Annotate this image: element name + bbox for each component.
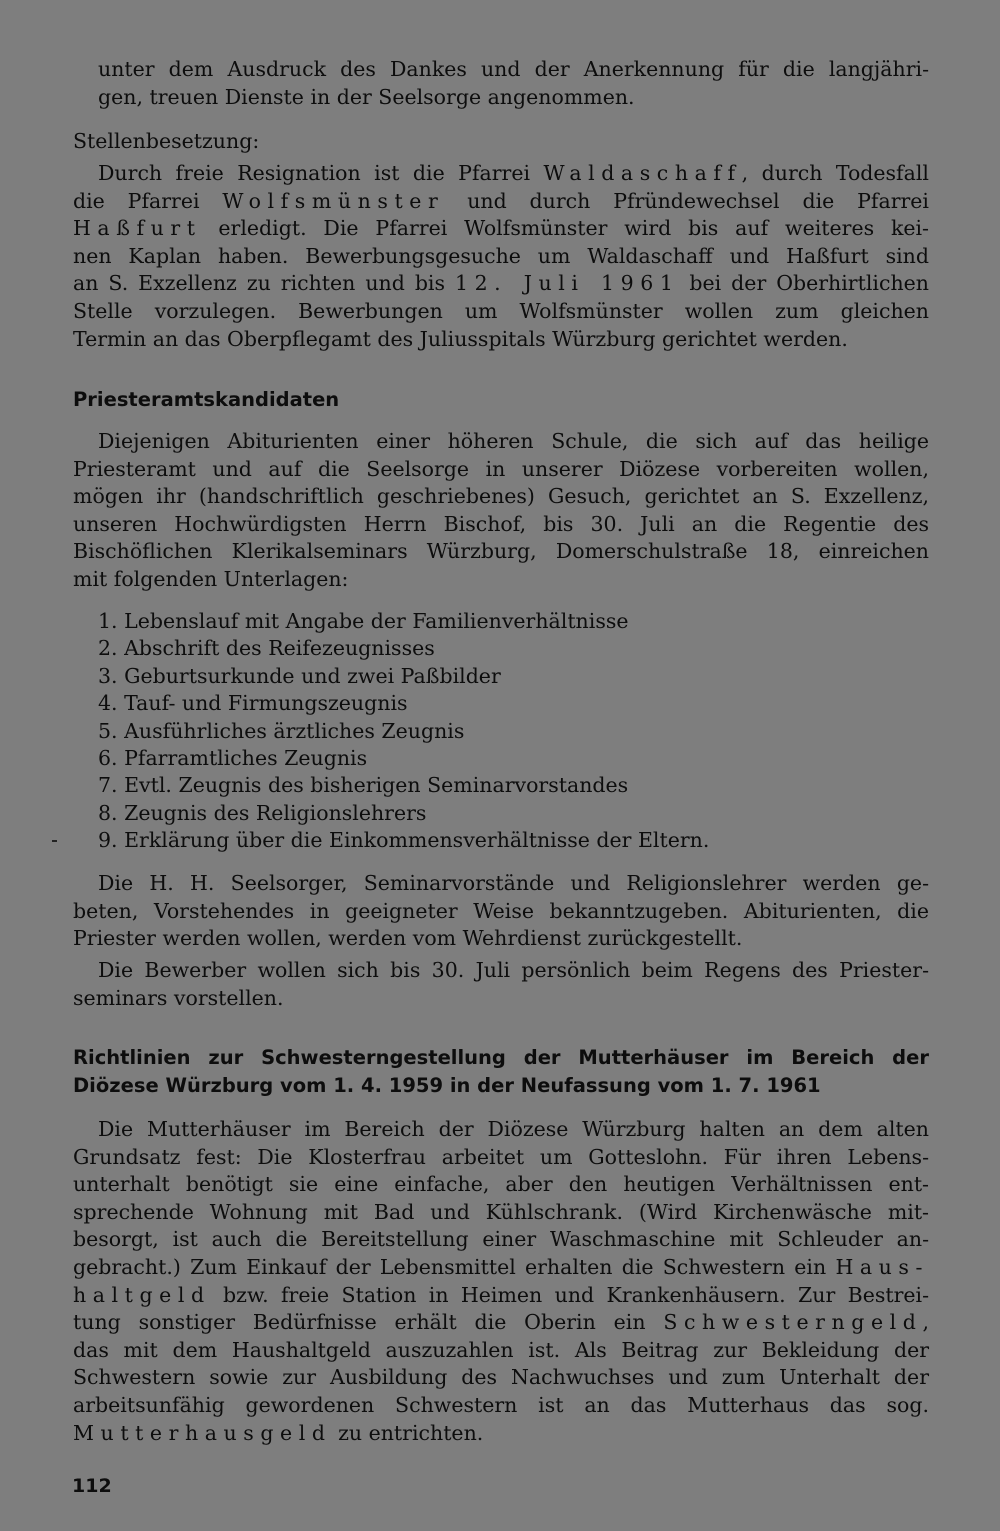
intro-paragraph bbox=[73, 56, 929, 111]
text-line: seminars vorstellen. bbox=[73, 985, 284, 1010]
priester-paragraph-2 bbox=[73, 870, 929, 953]
text-line: mit folgenden Unterlagen: bbox=[73, 566, 349, 591]
text-line: unterhalt benötigt sie eine einfache, aber den heutigen Verhältnissen ent- bbox=[73, 1172, 929, 1197]
list-item: 4. Tauf- und Firmungszeugnis bbox=[98, 691, 408, 716]
list-item: 1. Lebenslauf mit Angabe der Familienverhältnisse bbox=[98, 609, 629, 633]
richtlinien-paragraph bbox=[73, 1116, 929, 1447]
list-item: 9. Erklärung über die Einkommensverhältnisse der Eltern. bbox=[98, 828, 710, 853]
section-subheading: Stellenbesetzung: bbox=[73, 129, 260, 153]
text-line: Mutterhausgeld zu entrichten. bbox=[73, 1420, 484, 1445]
text-line: Die H. H. Seelsorger, Seminarvorstände und Religionslehrer werden ge- bbox=[98, 871, 929, 895]
text-line: das mit dem Haushaltgeld auszuzahlen ist. Als Beitrag zur Bekleidung der bbox=[73, 1337, 929, 1362]
text-line: gebracht.) Zum Einkauf der Lebensmittel erhalten die Schwestern ein Haus- bbox=[73, 1254, 929, 1279]
documents-list bbox=[73, 608, 929, 855]
text-line: Priester werden wollen, werden vom Wehrdienst zurückgestellt. bbox=[73, 926, 743, 951]
stellenbesetzung-paragraph bbox=[73, 160, 929, 353]
text-line: sprechende Wohnung mit Bad und Kühlschrank. (Wird Kirchenwäsche mit- bbox=[73, 1199, 929, 1224]
section-heading: Richtlinien zur Schwesterngestellung der Mutterhäuser im Bereich der bbox=[73, 1046, 929, 1069]
section-heading: Priesteramtskandidaten bbox=[73, 388, 340, 411]
list-item: 6. Pfarramtliches Zeugnis bbox=[98, 745, 368, 770]
text-line: unter dem Ausdruck des Dankes und der Anerkennung für die langjähri- bbox=[98, 57, 929, 81]
text-line: beten, Vorstehendes in geeigneter Weise bekanntzugeben. Abiturienten, die bbox=[73, 898, 929, 923]
list-item: 2. Abschrift des Reifezeugnisses bbox=[98, 636, 435, 661]
text-line: Grundsatz fest: Die Klosterfrau arbeitet um Gotteslohn. Für ihren Lebens- bbox=[73, 1144, 929, 1169]
text-line: die Pfarrei Wolfsmünster und durch Pfründewechsel die Pfarrei bbox=[73, 188, 929, 213]
list-item: 8. Zeugnis des Religionslehrers bbox=[98, 800, 427, 825]
text-line: Haßfurt erledigt. Die Pfarrei Wolfsmünster wird bis auf weiteres kei- bbox=[73, 216, 929, 241]
text-line: arbeitsunfähig gewordenen Schwestern ist an das Mutterhaus das sog. bbox=[73, 1392, 929, 1417]
text-line: haltgeld bzw. freie Station in Heimen und Krankenhäusern. Zur Bestrei- bbox=[73, 1282, 929, 1307]
margin-mark bbox=[52, 840, 57, 842]
text-line: Bischöflichen Klerikalseminars Würzburg, Domerschulstraße 18, einreichen bbox=[73, 539, 929, 564]
text-line: nen Kaplan haben. Bewerbungsgesuche um Waldaschaff und Haßfurt sind bbox=[73, 243, 929, 268]
stellenbesetzung-section bbox=[73, 128, 929, 156]
text-line: besorgt, ist auch die Bereitstellung einer Waschmaschine mit Schleuder an- bbox=[73, 1227, 929, 1252]
text-line: Priesteramt und auf die Seelsorge in unserer Diözese vorbereiten wollen, bbox=[73, 456, 929, 481]
text-line: Die Mutterhäuser im Bereich der Diözese Würzburg halten an dem alten bbox=[98, 1117, 929, 1141]
section-heading: Diözese Würzburg vom 1. 4. 1959 in der Neufassung vom 1. 7. 1961 bbox=[73, 1073, 821, 1097]
text-line: tung sonstiger Bedürfnisse erhält die Oberin ein Schwesterngeld, bbox=[73, 1310, 929, 1335]
richtlinien-heading bbox=[73, 1044, 929, 1099]
page-number: 112 bbox=[72, 1475, 112, 1497]
text-line: an S. Exzellenz zu richten und bis 12. Juli 1961 bei der Oberhirtlichen bbox=[73, 271, 929, 296]
text-line: gen, treuen Dienste in der Seelsorge angenommen. bbox=[98, 84, 635, 109]
text-line: Durch freie Resignation ist die Pfarrei Waldaschaff, durch Todesfall bbox=[98, 161, 929, 185]
text-line: Termin an das Oberpflegamt des Juliusspitals Würzburg gerichtet werden. bbox=[73, 326, 848, 351]
text-line: Schwestern sowie zur Ausbildung des Nachwuchses und zum Unterhalt der bbox=[73, 1365, 929, 1390]
text-line: mögen ihr (handschriftlich geschriebenes) Gesuch, gerichtet an S. Exzellenz, bbox=[73, 484, 929, 509]
list-item: 3. Geburtsurkunde und zwei Paßbilder bbox=[98, 663, 501, 688]
text-line: Stelle vorzulegen. Bewerbungen um Wolfsmünster wollen zum gleichen bbox=[73, 298, 929, 323]
priester-paragraph-3 bbox=[73, 957, 929, 1012]
list-item: 7. Evtl. Zeugnis des bisherigen Seminarvorstandes bbox=[98, 773, 629, 798]
priester-paragraph bbox=[73, 428, 929, 594]
text-line: unseren Hochwürdigsten Herrn Bischof, bis 30. Juli an die Regentie des bbox=[73, 511, 929, 536]
text-line: Diejenigen Abiturienten einer höheren Schule, die sich auf das heilige bbox=[98, 429, 929, 453]
list-item: 5. Ausführliches ärztliches Zeugnis bbox=[98, 718, 465, 743]
priester-section-heading bbox=[73, 386, 929, 414]
text-line: Die Bewerber wollen sich bis 30. Juli persönlich beim Regens des Priester- bbox=[98, 958, 929, 982]
